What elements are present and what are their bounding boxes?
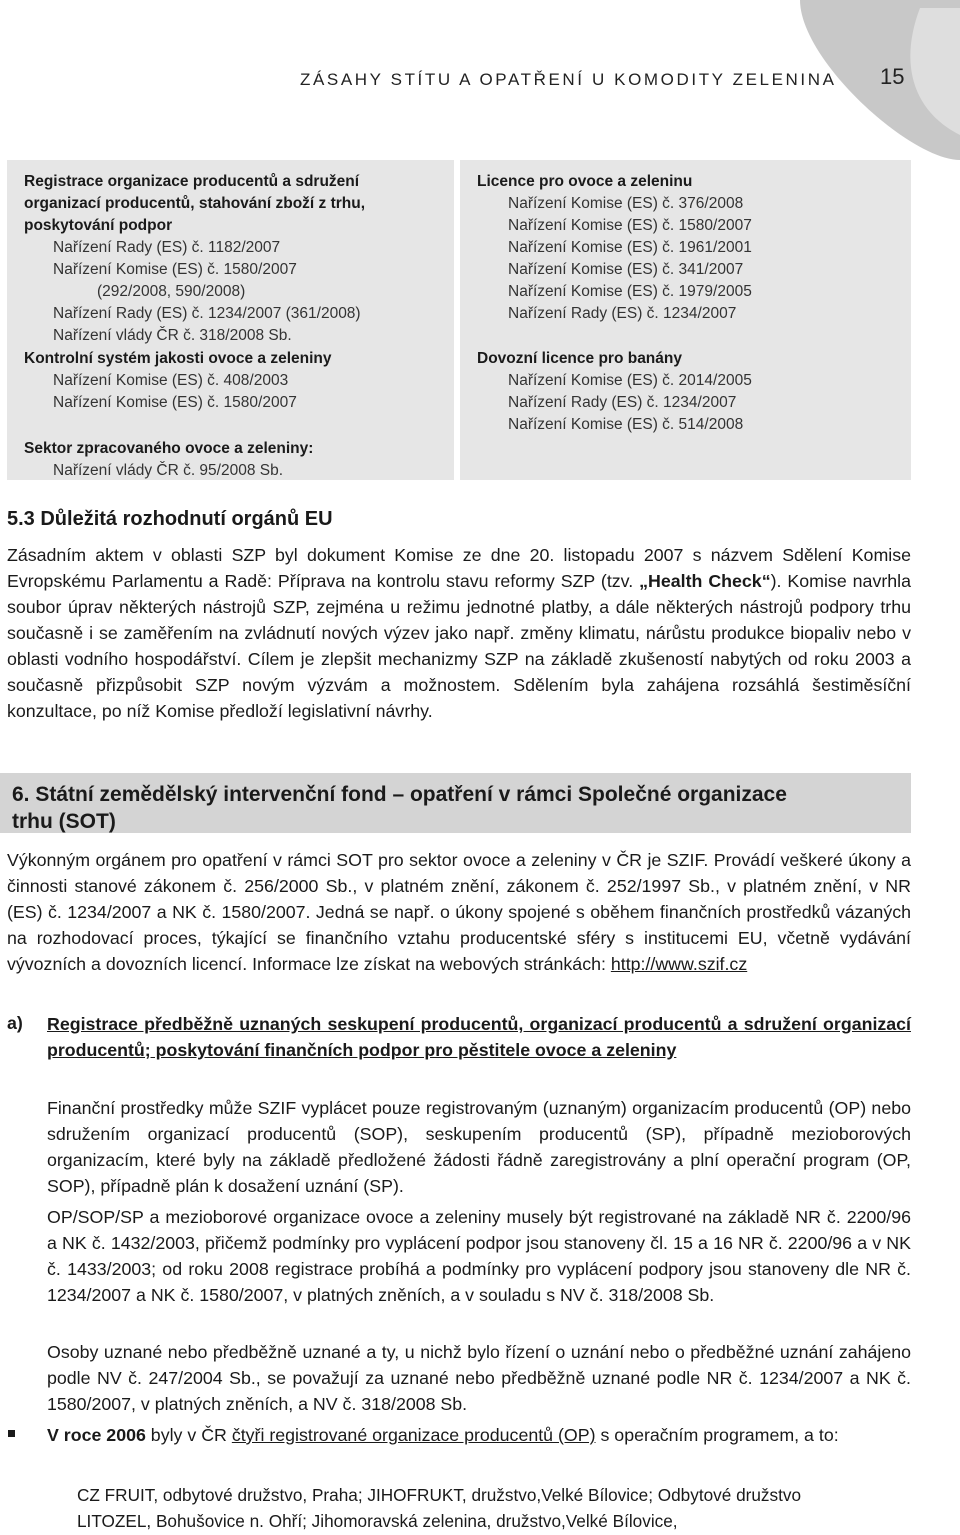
section-heading-6	[12, 781, 787, 835]
organizations-line-2: LITOZEL, Bohušovice n. Ohří; Jihomoravská zelenina, družstvo,Velké Bílovice,	[77, 1511, 678, 1531]
paragraph-text: s operačním programem, a to:	[595, 1425, 839, 1445]
box-title-processed: Sektor zpracovaného ovoce a zeleniny:	[24, 440, 314, 457]
section-heading-5-3: 5.3 Důležitá rozhodnutí orgánů EU	[7, 508, 333, 530]
bullet-square-icon	[8, 1430, 15, 1437]
regulation-item: Nařízení Komise (ES) č. 1580/2007	[53, 394, 297, 411]
szif-link[interactable]: http://www.szif.cz	[610, 954, 748, 974]
regulation-item: Nařízení Rady (ES) č. 1234/2007	[508, 305, 737, 322]
organizations-line-1: CZ FRUIT, odbytové družstvo, Praha; JIHOFRUKT, družstvo,Velké Bílovice; Odbytové družstvo	[77, 1485, 802, 1505]
regulation-item: Nařízení Rady (ES) č. 1182/2007	[53, 239, 281, 256]
regulation-item: Nařízení Komise (ES) č. 341/2007	[508, 261, 744, 278]
regulation-item: Nařízení Komise (ES) č. 1961/2001	[508, 239, 752, 256]
legislation-box-right	[460, 160, 911, 480]
paragraph-text: Výkonným orgánem pro opatření v rámci SOT pro sektor ovoce a zeleniny v ČR je SZIF. Provádí veškeré úkony a činnosti stanové zákonem č. 256/2000 Sb., v platném znění, zákonem č. 252/1997 Sb., v platném znění, v NR (ES) č. 1234/2007 a NK č. 1580/2007. Jedná se např. o úkony spojené s oběhem finančních prostředků vázaných na rozhodovací proces, týkající se finančního vztahu producentské sféry s institucemi EU, včetně vydávání vývozních a dovozních licencí. Informace lze získat na webových stránkách:	[7, 850, 911, 974]
running-head: ZÁSAHY STÍTU A OPATŘENÍ U KOMODITY ZELENINA	[300, 70, 837, 89]
box-title-quality: Kontrolní systém jakosti ovoce a zeleniny	[24, 350, 332, 367]
item-a-heading: Registrace předběžně uznaných seskupení producentů, organizací producentů a sdružení organizací producentů; poskytování finančních podpor pro pěstitele ovoce a zeleniny	[47, 1014, 911, 1060]
year-emphasis: V roce 2006	[47, 1425, 146, 1445]
item-a-paragraph-2: OP/SOP/SP a mezioborové organizace ovoce a zeleniny musely být registrované na základě NR č. 2200/96 a NK č. 1432/2003, přičemž podmínky pro vyplácení podpor jsou stanoveny čl. 15 a 16 NR č. 2200/96 a v NK č. 1433/2003; od roku 2008 registrace probíhá a podmínky pro vyplácení podpory jsou stanoveny dle NR č. 1234/2007 a NK č. 1580/2007, v platných zněních, a v souladu s NV č. 318/2008 Sb.	[47, 1207, 911, 1305]
legislation-box-left	[7, 160, 454, 480]
item-a-paragraph-1: Finanční prostředky může SZIF vyplácet pouze registrovaným (uznaným) organizacím producentů (OP) nebo sdružením organizací producentů (SOP), seskupením producentů (SP), případně mezioborových organizacím, které byly na základě předložené žádosti řádně zaregistrovány a plní operační program (OP, SOP), případně plán k dosažení uznání (SP).	[47, 1098, 911, 1196]
paragraph-text: ). Komise navrhla soubor úprav některých nástrojů SZP, zejména u režimu jednotné platby, a dále některých nástrojů podpory trhu současně i se zaměřením na zvládnutí nových výzev jako např. změny klimatu, nárůstu produkce biopaliv nebo v oblasti vodního hospodářství. Cílem je zlepšit mechanizmy SZP na základě zkušeností nabytých od roku 2003 a současně přizpůsobit SZP novým výzvám a možnostem. Sdělením byla zahájena rozsáhlá šestiměsíční konzultace, po níž Komise předloží legislativní návrhy.	[7, 571, 911, 721]
box-title-registration: Registrace organizace producentů a sdružení	[24, 173, 360, 190]
bullet-paragraph	[47, 1422, 911, 1448]
section-heading-6-box	[0, 773, 911, 833]
underlined-phrase: čtyři registrované organizace producentů (OP)	[231, 1425, 596, 1445]
regulation-item: Nařízení Komise (ES) č. 408/2003	[53, 372, 289, 389]
regulation-item: Nařízení Komise (ES) č. 514/2008	[508, 416, 744, 433]
box-title-licence: Licence pro ovoce a zeleninu	[477, 173, 693, 190]
heading-line: 6. Státní zemědělský intervenční fond – opatření v rámci Společné organizace	[12, 783, 787, 806]
regulation-item: (292/2008, 590/2008)	[97, 283, 246, 300]
heading-line: trhu (SOT)	[12, 810, 116, 833]
regulation-item: Nařízení Komise (ES) č. 2014/2005	[508, 372, 752, 389]
regulation-item: Nařízení vlády ČR č. 95/2008 Sb.	[53, 462, 284, 479]
section-6-paragraph	[7, 847, 911, 977]
box-title-banana: Dovozní licence pro banány	[477, 350, 682, 367]
regulation-item: Nařízení Rady (ES) č. 1234/2007	[508, 394, 737, 411]
regulation-item: Nařízení Komise (ES) č. 1580/2007	[508, 217, 752, 234]
health-check-term: „Health Check“	[639, 571, 771, 591]
box-title-registration-2: organizací producentů, stahování zboží z trhu,	[24, 195, 366, 212]
regulation-item: Nařízení vlády ČR č. 318/2008 Sb.	[53, 327, 292, 344]
regulation-item: Nařízení Komise (ES) č. 1580/2007	[53, 261, 297, 278]
box-title-registration-3: poskytování podpor	[24, 217, 173, 234]
section-5-3-paragraph	[7, 542, 911, 724]
list-marker-a: a)	[7, 1013, 23, 1033]
regulation-item: Nařízení Rady (ES) č. 1234/2007 (361/2008)	[53, 305, 361, 322]
paragraph-text: Zásadním aktem v oblasti SZP byl dokument Komise ze dne 20. listopadu 2007 s názvem Sdělení Komise Evropskému Parlamentu a Radě: Příprava na kontrolu stavu reformy SZP (tzv.	[7, 545, 911, 591]
paragraph-text: byly v ČR	[145, 1425, 232, 1445]
regulation-item: Nařízení Komise (ES) č. 1979/2005	[508, 283, 752, 300]
item-a-paragraph-3: Osoby uznané nebo předběžně uznané a ty, u nichž bylo řízení o uznání nebo o předběžné uznání zahájeno podle NV č. 247/2004 Sb., se považují za uznané nebo předběžně uznané podle NR č. 1234/2007 a NK č. 1580/2007, v platných zněních, a NV č. 318/2008 Sb.	[47, 1342, 911, 1414]
regulation-item: Nařízení Komise (ES) č. 376/2008	[508, 195, 744, 212]
page-number: 15	[880, 64, 905, 89]
